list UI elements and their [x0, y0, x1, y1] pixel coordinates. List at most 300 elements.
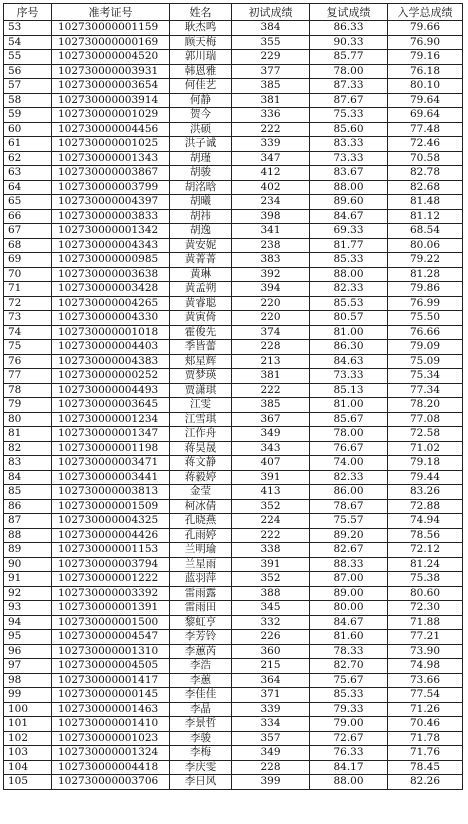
cell-retest-score: 73.33: [310, 151, 388, 166]
cell-initial-score: 398: [232, 209, 310, 224]
table-row: [4, 311, 463, 326]
cell-exam-number: 102730000003794: [52, 557, 170, 572]
cell-initial-score: 385: [232, 79, 310, 94]
cell-retest-score: 79.33: [310, 702, 388, 717]
cell-seq: 63: [4, 166, 52, 181]
table-row: [4, 775, 463, 790]
cell-exam-number: 102730000003833: [52, 209, 170, 224]
cell-retest-score: 81.77: [310, 238, 388, 253]
cell-total-score: 82.68: [388, 180, 463, 195]
cell-retest-score: 78.00: [310, 427, 388, 442]
cell-exam-number: 102730000004330: [52, 311, 170, 326]
cell-exam-number: 102730000004493: [52, 383, 170, 398]
cell-total-score: 80.06: [388, 238, 463, 253]
cell-retest-score: 82.33: [310, 282, 388, 297]
cell-seq: 73: [4, 311, 52, 326]
cell-seq: 74: [4, 325, 52, 340]
cell-seq: 67: [4, 224, 52, 239]
cell-name: 孔晓燕: [170, 514, 232, 529]
cell-name: 贾潇琪: [170, 383, 232, 398]
cell-name: 洪子诚: [170, 137, 232, 152]
cell-total-score: 75.38: [388, 572, 463, 587]
cell-name: 顾天梅: [170, 35, 232, 50]
cell-retest-score: 76.33: [310, 746, 388, 761]
cell-exam-number: 102730000003813: [52, 485, 170, 500]
cell-retest-score: 88.00: [310, 180, 388, 195]
cell-name: 胡曦: [170, 195, 232, 210]
cell-initial-score: 343: [232, 441, 310, 456]
cell-seq: 64: [4, 180, 52, 195]
cell-initial-score: 391: [232, 470, 310, 485]
table-row: [4, 122, 463, 137]
table-row: [4, 282, 463, 297]
cell-seq: 80: [4, 412, 52, 427]
cell-total-score: 71.78: [388, 731, 463, 746]
cell-name: 孔雨婷: [170, 528, 232, 543]
cell-name: 李佳佳: [170, 688, 232, 703]
cell-initial-score: 371: [232, 688, 310, 703]
cell-name: 雷雨露: [170, 586, 232, 601]
table-row: [4, 354, 463, 369]
cell-initial-score: 341: [232, 224, 310, 239]
table-row: [4, 470, 463, 485]
cell-exam-number: 102730000001018: [52, 325, 170, 340]
cell-exam-number: 102730000003645: [52, 398, 170, 413]
cell-exam-number: 102730000004426: [52, 528, 170, 543]
cell-retest-score: 84.17: [310, 760, 388, 775]
cell-seq: 90: [4, 557, 52, 572]
cell-exam-number: 102730000000169: [52, 35, 170, 50]
cell-seq: 86: [4, 499, 52, 514]
cell-total-score: 70.58: [388, 151, 463, 166]
cell-total-score: 72.46: [388, 137, 463, 152]
cell-name: 黄睿聪: [170, 296, 232, 311]
cell-initial-score: 213: [232, 354, 310, 369]
table-row: [4, 369, 463, 384]
cell-seq: 87: [4, 514, 52, 529]
cell-initial-score: 349: [232, 746, 310, 761]
table-row: [4, 644, 463, 659]
cell-exam-number: 102730000001153: [52, 543, 170, 558]
cell-exam-number: 102730000000252: [52, 369, 170, 384]
cell-seq: 68: [4, 238, 52, 253]
cell-initial-score: 339: [232, 702, 310, 717]
cell-initial-score: 220: [232, 296, 310, 311]
cell-name: 韩恩雅: [170, 64, 232, 79]
cell-name: 黎虹亨: [170, 615, 232, 630]
cell-exam-number: 102730000003654: [52, 79, 170, 94]
admission-score-table: [3, 3, 463, 790]
cell-total-score: 80.10: [388, 79, 463, 94]
cell-exam-number: 102730000003867: [52, 166, 170, 181]
cell-name: 李日风: [170, 775, 232, 790]
cell-exam-number: 102730000001509: [52, 499, 170, 514]
cell-total-score: 77.08: [388, 412, 463, 427]
cell-exam-number: 102730000003441: [52, 470, 170, 485]
cell-seq: 58: [4, 93, 52, 108]
cell-name: 胡骏: [170, 166, 232, 181]
cell-retest-score: 84.67: [310, 615, 388, 630]
cell-initial-score: 413: [232, 485, 310, 500]
cell-total-score: 82.26: [388, 775, 463, 790]
cell-seq: 97: [4, 659, 52, 674]
cell-exam-number: 102730000004265: [52, 296, 170, 311]
cell-seq: 61: [4, 137, 52, 152]
cell-name: 江作舟: [170, 427, 232, 442]
cell-seq: 66: [4, 209, 52, 224]
cell-retest-score: 83.67: [310, 166, 388, 181]
cell-total-score: 79.44: [388, 470, 463, 485]
cell-seq: 91: [4, 572, 52, 587]
cell-name: 兰明瑜: [170, 543, 232, 558]
table-row: [4, 180, 463, 195]
cell-initial-score: 392: [232, 267, 310, 282]
cell-retest-score: 85.33: [310, 688, 388, 703]
cell-name: 李梅: [170, 746, 232, 761]
cell-exam-number: 102730000004343: [52, 238, 170, 253]
cell-exam-number: 102730000004403: [52, 340, 170, 355]
cell-seq: 82: [4, 441, 52, 456]
cell-total-score: 81.28: [388, 267, 463, 282]
table-row: [4, 267, 463, 282]
cell-seq: 92: [4, 586, 52, 601]
cell-name: 柯冰倩: [170, 499, 232, 514]
cell-exam-number: 102730000003706: [52, 775, 170, 790]
cell-name: 李蕙: [170, 673, 232, 688]
table-row: [4, 93, 463, 108]
cell-seq: 89: [4, 543, 52, 558]
cell-name: 郭川瑞: [170, 50, 232, 65]
cell-seq: 62: [4, 151, 52, 166]
cell-retest-score: 73.33: [310, 369, 388, 384]
cell-total-score: 72.30: [388, 601, 463, 616]
cell-name: 何佳艺: [170, 79, 232, 94]
cell-total-score: 72.88: [388, 499, 463, 514]
cell-initial-score: 412: [232, 166, 310, 181]
cell-name: 蒋文静: [170, 456, 232, 471]
table-row: [4, 586, 463, 601]
cell-total-score: 77.34: [388, 383, 463, 398]
cell-initial-score: 391: [232, 557, 310, 572]
cell-exam-number: 102730000000145: [52, 688, 170, 703]
cell-total-score: 78.20: [388, 398, 463, 413]
cell-initial-score: 336: [232, 108, 310, 123]
cell-initial-score: 222: [232, 528, 310, 543]
cell-retest-score: 72.67: [310, 731, 388, 746]
cell-total-score: 78.45: [388, 760, 463, 775]
cell-total-score: 72.58: [388, 427, 463, 442]
cell-initial-score: 222: [232, 122, 310, 137]
cell-total-score: 71.02: [388, 441, 463, 456]
table-row: [4, 514, 463, 529]
cell-seq: 71: [4, 282, 52, 297]
cell-total-score: 71.76: [388, 746, 463, 761]
cell-name: 蒋毅婷: [170, 470, 232, 485]
table-row: [4, 64, 463, 79]
cell-initial-score: 334: [232, 717, 310, 732]
cell-name: 李庆雯: [170, 760, 232, 775]
cell-exam-number: 102730000003428: [52, 282, 170, 297]
table-row: [4, 412, 463, 427]
cell-initial-score: 388: [232, 586, 310, 601]
cell-total-score: 69.64: [388, 108, 463, 123]
table-row: [4, 238, 463, 253]
cell-retest-score: 86.30: [310, 340, 388, 355]
cell-initial-score: 381: [232, 369, 310, 384]
cell-retest-score: 85.77: [310, 50, 388, 65]
cell-initial-score: 345: [232, 601, 310, 616]
cell-retest-score: 88.00: [310, 775, 388, 790]
table-row: [4, 383, 463, 398]
cell-name: 胡逸: [170, 224, 232, 239]
cell-exam-number: 102730000001029: [52, 108, 170, 123]
cell-total-score: 72.12: [388, 543, 463, 558]
cell-name: 黄琳: [170, 267, 232, 282]
cell-initial-score: 229: [232, 50, 310, 65]
cell-name: 洪硕: [170, 122, 232, 137]
cell-initial-score: 402: [232, 180, 310, 195]
cell-exam-number: 102730000001222: [52, 572, 170, 587]
cell-retest-score: 80.57: [310, 311, 388, 326]
cell-name: 胡洺晗: [170, 180, 232, 195]
cell-seq: 78: [4, 383, 52, 398]
cell-total-score: 76.99: [388, 296, 463, 311]
cell-total-score: 77.48: [388, 122, 463, 137]
cell-seq: 99: [4, 688, 52, 703]
cell-total-score: 74.94: [388, 514, 463, 529]
table-row: [4, 673, 463, 688]
cell-total-score: 81.12: [388, 209, 463, 224]
cell-seq: 85: [4, 485, 52, 500]
cell-initial-score: 220: [232, 311, 310, 326]
cell-initial-score: 394: [232, 282, 310, 297]
cell-retest-score: 78.33: [310, 644, 388, 659]
cell-exam-number: 102730000003638: [52, 267, 170, 282]
cell-retest-score: 85.33: [310, 253, 388, 268]
cell-initial-score: 384: [232, 21, 310, 36]
cell-initial-score: 215: [232, 659, 310, 674]
table-row: [4, 528, 463, 543]
cell-initial-score: 349: [232, 427, 310, 442]
cell-retest-score: 83.33: [310, 137, 388, 152]
cell-exam-number: 102730000001463: [52, 702, 170, 717]
cell-total-score: 79.09: [388, 340, 463, 355]
cell-total-score: 79.18: [388, 456, 463, 471]
cell-total-score: 77.54: [388, 688, 463, 703]
cell-total-score: 76.66: [388, 325, 463, 340]
table-row: [4, 630, 463, 645]
cell-retest-score: 88.33: [310, 557, 388, 572]
cell-name: 蒋昊晟: [170, 441, 232, 456]
table-row: [4, 659, 463, 674]
table-row: [4, 499, 463, 514]
cell-retest-score: 85.13: [310, 383, 388, 398]
cell-exam-number: 102730000001159: [52, 21, 170, 36]
cell-name: 何静: [170, 93, 232, 108]
cell-total-score: 76.18: [388, 64, 463, 79]
cell-name: 李骏: [170, 731, 232, 746]
cell-seq: 69: [4, 253, 52, 268]
cell-retest-score: 89.00: [310, 586, 388, 601]
table-row: [4, 296, 463, 311]
cell-exam-number: 102730000001391: [52, 601, 170, 616]
cell-exam-number: 102730000004520: [52, 50, 170, 65]
cell-initial-score: 383: [232, 253, 310, 268]
cell-exam-number: 102730000001343: [52, 151, 170, 166]
table-row: [4, 441, 463, 456]
cell-name: 胡瑾: [170, 151, 232, 166]
cell-name: 郏星辉: [170, 354, 232, 369]
cell-retest-score: 76.67: [310, 441, 388, 456]
cell-total-score: 79.86: [388, 282, 463, 297]
cell-initial-score: 347: [232, 151, 310, 166]
cell-total-score: 79.16: [388, 50, 463, 65]
cell-seq: 95: [4, 630, 52, 645]
table-row: [4, 731, 463, 746]
cell-seq: 70: [4, 267, 52, 282]
score-table-container: [3, 3, 463, 790]
cell-exam-number: 102730000004505: [52, 659, 170, 674]
cell-name: 李晶: [170, 702, 232, 717]
cell-name: 李芳铃: [170, 630, 232, 645]
cell-total-score: 75.34: [388, 369, 463, 384]
cell-exam-number: 102730000001500: [52, 615, 170, 630]
cell-exam-number: 102730000001025: [52, 137, 170, 152]
cell-exam-number: 102730000000985: [52, 253, 170, 268]
cell-seq: 83: [4, 456, 52, 471]
cell-name: 李蕙芮: [170, 644, 232, 659]
cell-name: 贺今: [170, 108, 232, 123]
cell-initial-score: 374: [232, 325, 310, 340]
cell-seq: 55: [4, 50, 52, 65]
cell-exam-number: 102730000003799: [52, 180, 170, 195]
cell-total-score: 81.24: [388, 557, 463, 572]
cell-retest-score: 85.53: [310, 296, 388, 311]
table-row: [4, 572, 463, 587]
cell-seq: 56: [4, 64, 52, 79]
cell-exam-number: 102730000001198: [52, 441, 170, 456]
cell-seq: 102: [4, 731, 52, 746]
cell-initial-score: 367: [232, 412, 310, 427]
cell-initial-score: 226: [232, 630, 310, 645]
cell-total-score: 78.56: [388, 528, 463, 543]
cell-exam-number: 102730000004325: [52, 514, 170, 529]
cell-seq: 79: [4, 398, 52, 413]
cell-exam-number: 102730000004383: [52, 354, 170, 369]
cell-exam-number: 102730000003471: [52, 456, 170, 471]
cell-retest-score: 81.60: [310, 630, 388, 645]
table-row: [4, 746, 463, 761]
table-row: [4, 21, 463, 36]
table-row: [4, 760, 463, 775]
cell-exam-number: 102730000004397: [52, 195, 170, 210]
cell-name: 黄菁菁: [170, 253, 232, 268]
table-row: [4, 485, 463, 500]
cell-total-score: 81.48: [388, 195, 463, 210]
cell-retest-score: 86.33: [310, 21, 388, 36]
header-total-score: 入学总成绩: [388, 4, 463, 21]
table-row: [4, 702, 463, 717]
table-row: [4, 195, 463, 210]
cell-retest-score: 81.00: [310, 398, 388, 413]
cell-name: 霍俊先: [170, 325, 232, 340]
cell-seq: 105: [4, 775, 52, 790]
cell-initial-score: 228: [232, 340, 310, 355]
header-row: [4, 4, 463, 21]
cell-initial-score: 407: [232, 456, 310, 471]
cell-seq: 54: [4, 35, 52, 50]
table-row: [4, 688, 463, 703]
cell-total-score: 79.64: [388, 93, 463, 108]
cell-total-score: 75.50: [388, 311, 463, 326]
cell-retest-score: 80.00: [310, 601, 388, 616]
cell-retest-score: 85.67: [310, 412, 388, 427]
cell-retest-score: 89.60: [310, 195, 388, 210]
cell-exam-number: 102730000004418: [52, 760, 170, 775]
table-row: [4, 325, 463, 340]
table-row: [4, 50, 463, 65]
table-row: [4, 543, 463, 558]
cell-name: 李景哲: [170, 717, 232, 732]
cell-name: 贾梦瑛: [170, 369, 232, 384]
cell-total-score: 71.26: [388, 702, 463, 717]
table-row: [4, 601, 463, 616]
table-row: [4, 557, 463, 572]
cell-initial-score: 377: [232, 64, 310, 79]
header-retest-score: 复试成绩: [310, 4, 388, 21]
cell-retest-score: 69.33: [310, 224, 388, 239]
cell-retest-score: 84.67: [310, 209, 388, 224]
cell-exam-number: 102730000004456: [52, 122, 170, 137]
cell-exam-number: 102730000001417: [52, 673, 170, 688]
cell-initial-score: 360: [232, 644, 310, 659]
table-row: [4, 427, 463, 442]
cell-retest-score: 87.67: [310, 93, 388, 108]
cell-name: 江雪琪: [170, 412, 232, 427]
cell-retest-score: 87.00: [310, 572, 388, 587]
cell-name: 耿杰鸣: [170, 21, 232, 36]
table-row: [4, 456, 463, 471]
cell-initial-score: 339: [232, 137, 310, 152]
header-exam-number: 准考证号: [52, 4, 170, 21]
header-seq: 序号: [4, 4, 52, 21]
table-row: [4, 253, 463, 268]
table-row: [4, 35, 463, 50]
table-row: [4, 108, 463, 123]
cell-total-score: 76.90: [388, 35, 463, 50]
cell-seq: 84: [4, 470, 52, 485]
table-row: [4, 151, 463, 166]
cell-total-score: 70.46: [388, 717, 463, 732]
cell-retest-score: 90.33: [310, 35, 388, 50]
cell-exam-number: 102730000001023: [52, 731, 170, 746]
cell-name: 金莹: [170, 485, 232, 500]
cell-seq: 96: [4, 644, 52, 659]
cell-initial-score: 385: [232, 398, 310, 413]
cell-seq: 76: [4, 354, 52, 369]
cell-exam-number: 102730000001234: [52, 412, 170, 427]
cell-total-score: 71.88: [388, 615, 463, 630]
cell-retest-score: 89.20: [310, 528, 388, 543]
table-row: [4, 717, 463, 732]
cell-retest-score: 87.33: [310, 79, 388, 94]
cell-exam-number: 102730000003931: [52, 64, 170, 79]
cell-total-score: 73.66: [388, 673, 463, 688]
cell-exam-number: 102730000003914: [52, 93, 170, 108]
cell-seq: 94: [4, 615, 52, 630]
header-initial-score: 初试成绩: [232, 4, 310, 21]
cell-total-score: 73.90: [388, 644, 463, 659]
